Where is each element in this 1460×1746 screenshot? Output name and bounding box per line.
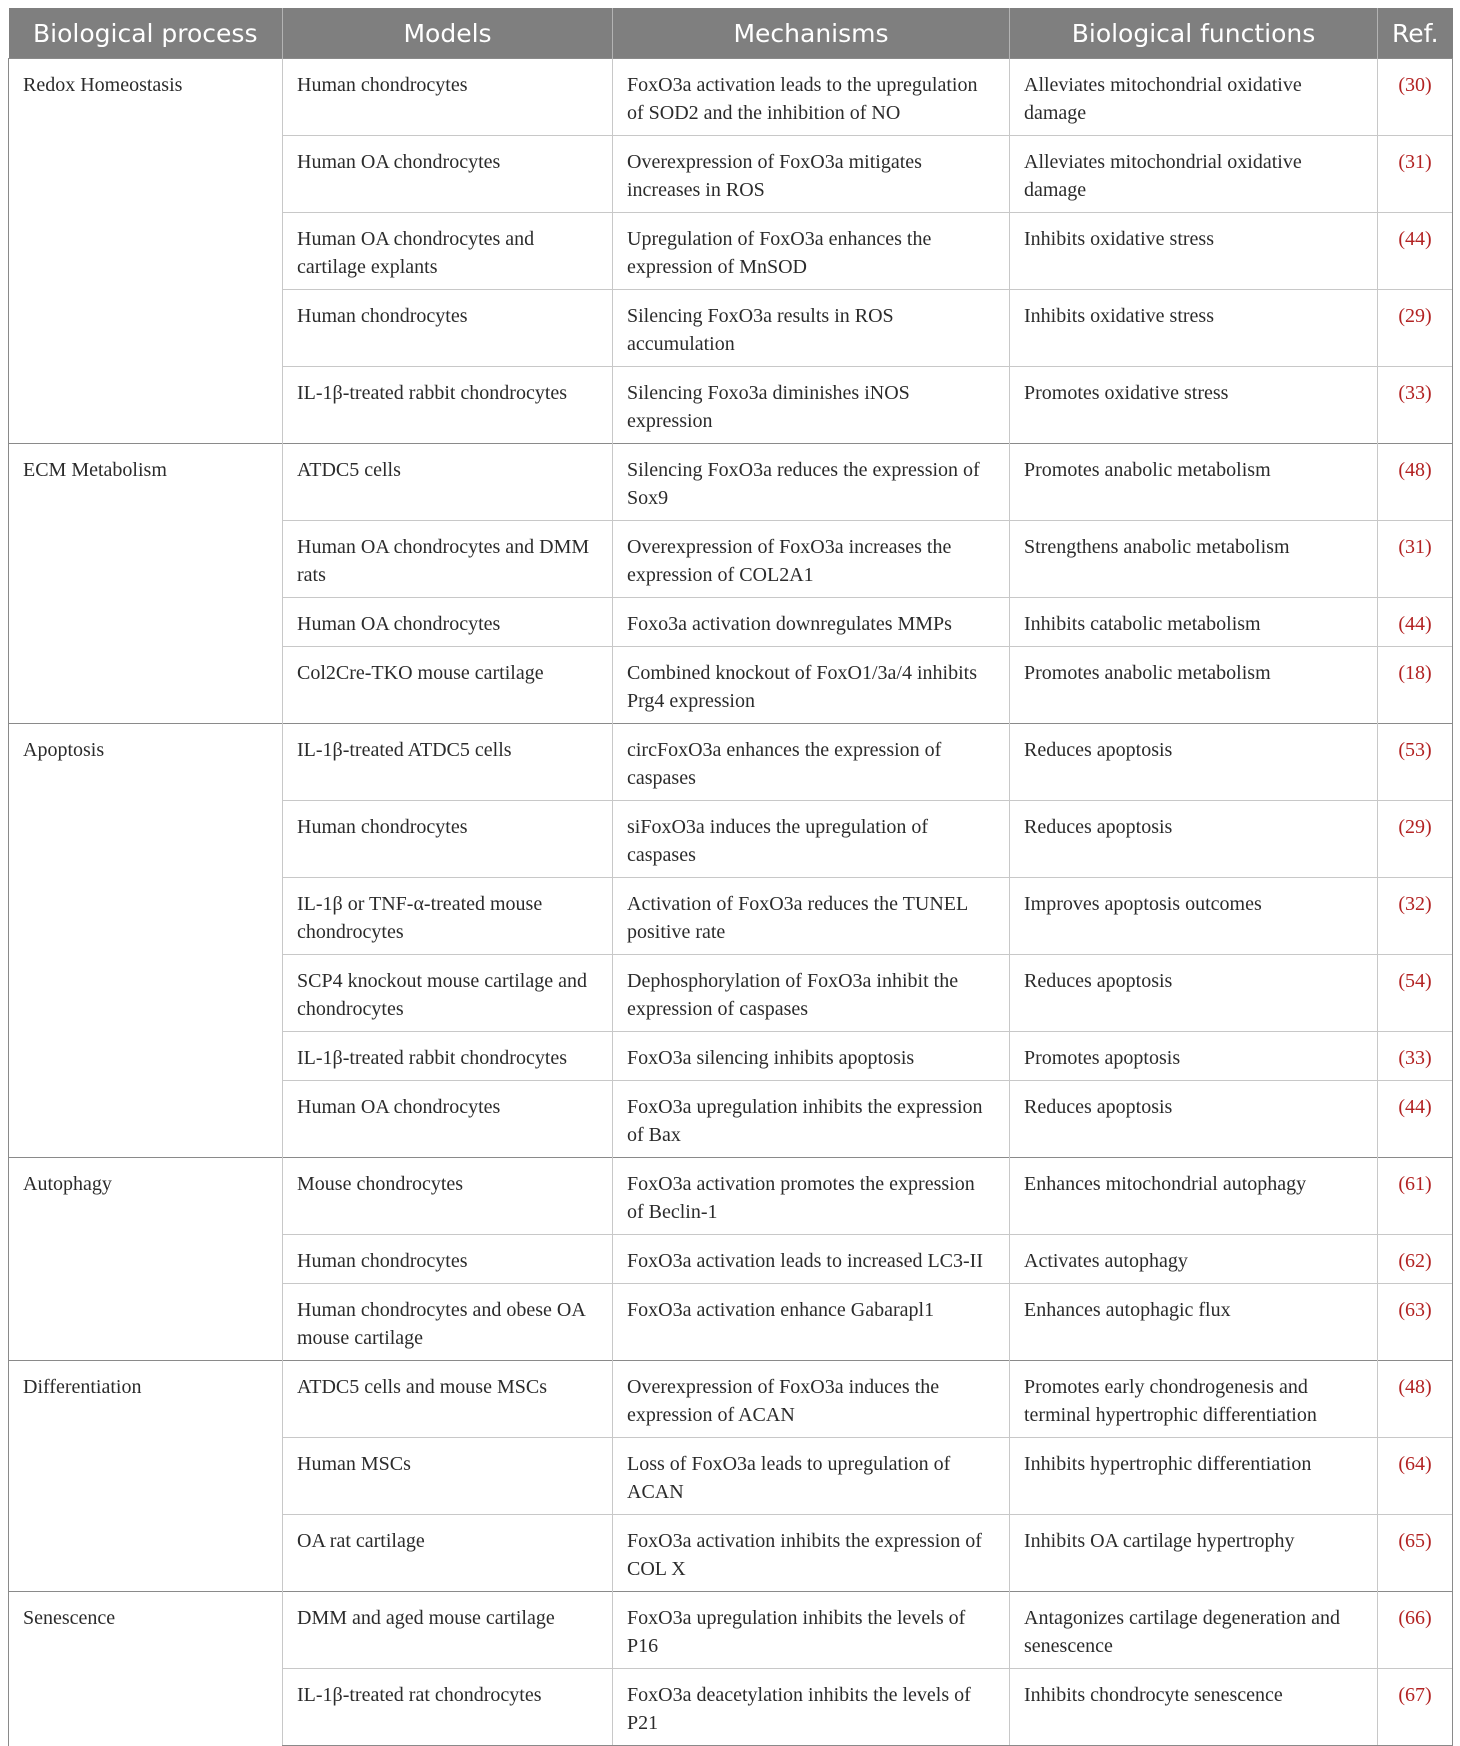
ref-link[interactable]: (29) <box>1378 801 1453 878</box>
mechanism-cell: circFoxO3a enhances the expression of caspases <box>613 724 1010 801</box>
ref-link[interactable]: (61) <box>1378 1158 1453 1235</box>
mechanism-cell: siFoxO3a induces the upregulation of caspases <box>613 801 1010 878</box>
mechanism-cell: Activation of FoxO3a reduces the TUNEL positive rate <box>613 878 1010 955</box>
mechanism-cell: Silencing FoxO3a results in ROS accumulation <box>613 290 1010 367</box>
function-cell: Promotes early chondrogenesis and terminal hypertrophic differentiation <box>1010 1361 1378 1438</box>
ref-link[interactable]: (64) <box>1378 1438 1453 1515</box>
ref-link[interactable]: (31) <box>1378 521 1453 598</box>
ref-link[interactable]: (67) <box>1378 1669 1453 1746</box>
model-cell: OA rat cartilage <box>283 1515 613 1592</box>
function-cell: Promotes anabolic metabolism <box>1010 647 1378 724</box>
function-cell: Enhances autophagic flux <box>1010 1284 1378 1361</box>
ref-link[interactable]: (54) <box>1378 955 1453 1032</box>
model-cell: IL-1β-treated ATDC5 cells <box>283 724 613 801</box>
mechanism-cell: Overexpression of FoxO3a induces the expression of ACAN <box>613 1361 1010 1438</box>
mechanism-cell: Silencing Foxo3a diminishes iNOS expression <box>613 367 1010 444</box>
mechanism-cell: FoxO3a activation promotes the expression of Beclin-1 <box>613 1158 1010 1235</box>
mechanism-cell: FoxO3a deacetylation inhibits the levels of P21 <box>613 1669 1010 1746</box>
mechanism-cell: Foxo3a activation downregulates MMPs <box>613 598 1010 647</box>
table-row <box>9 444 1453 521</box>
function-cell: Reduces apoptosis <box>1010 801 1378 878</box>
ref-link[interactable]: (48) <box>1378 1361 1453 1438</box>
process-cell: Differentiation <box>9 1361 283 1592</box>
model-cell: IL-1β-treated rabbit chondrocytes <box>283 367 613 444</box>
ref-link[interactable]: (32) <box>1378 878 1453 955</box>
header-biological-functions: Biological functions <box>1010 8 1378 59</box>
function-cell: Promotes oxidative stress <box>1010 367 1378 444</box>
model-cell: ATDC5 cells and mouse MSCs <box>283 1361 613 1438</box>
table-row <box>9 724 1453 801</box>
model-cell: DMM and aged mouse cartilage <box>283 1592 613 1669</box>
function-cell: Activates autophagy <box>1010 1235 1378 1284</box>
ref-link[interactable]: (30) <box>1378 59 1453 136</box>
mechanism-cell: Dephosphorylation of FoxO3a inhibit the expression of caspases <box>613 955 1010 1032</box>
mechanism-cell: FoxO3a silencing inhibits apoptosis <box>613 1032 1010 1081</box>
ref-link[interactable]: (63) <box>1378 1284 1453 1361</box>
model-cell: IL-1β-treated rabbit chondrocytes <box>283 1032 613 1081</box>
model-cell: Human OA chondrocytes and DMM rats <box>283 521 613 598</box>
ref-link[interactable]: (44) <box>1378 1081 1453 1158</box>
function-cell: Inhibits catabolic metabolism <box>1010 598 1378 647</box>
ref-link[interactable]: (65) <box>1378 1515 1453 1592</box>
ref-link[interactable]: (53) <box>1378 724 1453 801</box>
model-cell: Human OA chondrocytes <box>283 136 613 213</box>
mechanism-cell: Silencing FoxO3a reduces the expression of Sox9 <box>613 444 1010 521</box>
mechanism-cell: FoxO3a upregulation inhibits the levels of P16 <box>613 1592 1010 1669</box>
model-cell: ATDC5 cells <box>283 444 613 521</box>
function-cell: Improves apoptosis outcomes <box>1010 878 1378 955</box>
model-cell: Human chondrocytes <box>283 290 613 367</box>
function-cell: Inhibits hypertrophic differentiation <box>1010 1438 1378 1515</box>
table-row <box>9 59 1453 136</box>
function-cell: Enhances mitochondrial autophagy <box>1010 1158 1378 1235</box>
mechanism-cell: FoxO3a activation enhance Gabarapl1 <box>613 1284 1010 1361</box>
mechanism-cell: Overexpression of FoxO3a increases the expression of COL2A1 <box>613 521 1010 598</box>
process-cell: Autophagy <box>9 1158 283 1361</box>
ref-link[interactable]: (33) <box>1378 367 1453 444</box>
model-cell: Human OA chondrocytes and cartilage explants <box>283 213 613 290</box>
function-cell: Reduces apoptosis <box>1010 724 1378 801</box>
table-row <box>9 1361 1453 1438</box>
function-cell: Inhibits oxidative stress <box>1010 213 1378 290</box>
model-cell: Human OA chondrocytes <box>283 1081 613 1158</box>
ref-link[interactable]: (18) <box>1378 647 1453 724</box>
ref-link[interactable]: (44) <box>1378 598 1453 647</box>
table-container <box>8 8 1452 1746</box>
ref-link[interactable]: (33) <box>1378 1032 1453 1081</box>
function-cell: Reduces apoptosis <box>1010 955 1378 1032</box>
ref-link[interactable]: (31) <box>1378 136 1453 213</box>
function-cell: Antagonizes cartilage degeneration and senescence <box>1010 1592 1378 1669</box>
model-cell: Human MSCs <box>283 1438 613 1515</box>
function-cell: Promotes anabolic metabolism <box>1010 444 1378 521</box>
process-cell: Redox Homeostasis <box>9 59 283 444</box>
ref-link[interactable]: (66) <box>1378 1592 1453 1669</box>
header-biological-process: Biological process <box>9 8 283 59</box>
model-cell: Human OA chondrocytes <box>283 598 613 647</box>
function-cell: Inhibits chondrocyte senescence <box>1010 1669 1378 1746</box>
header-mechanisms: Mechanisms <box>613 8 1010 59</box>
mechanism-cell: Upregulation of FoxO3a enhances the expression of MnSOD <box>613 213 1010 290</box>
model-cell: SCP4 knockout mouse cartilage and chondrocytes <box>283 955 613 1032</box>
function-cell: Alleviates mitochondrial oxidative damage <box>1010 136 1378 213</box>
mechanism-cell: FoxO3a activation leads to the upregulation of SOD2 and the inhibition of NO <box>613 59 1010 136</box>
function-cell: Reduces apoptosis <box>1010 1081 1378 1158</box>
mechanism-cell: Overexpression of FoxO3a mitigates increases in ROS <box>613 136 1010 213</box>
model-cell: IL-1β-treated rat chondrocytes <box>283 1669 613 1746</box>
model-cell: Col2Cre-TKO mouse cartilage <box>283 647 613 724</box>
foxo3a-functions-table <box>8 8 1453 1746</box>
header-ref: Ref. <box>1378 8 1453 59</box>
function-cell: Alleviates mitochondrial oxidative damage <box>1010 59 1378 136</box>
table-row <box>9 1158 1453 1235</box>
function-cell: Promotes apoptosis <box>1010 1032 1378 1081</box>
ref-link[interactable]: (44) <box>1378 213 1453 290</box>
ref-link[interactable]: (62) <box>1378 1235 1453 1284</box>
header-row <box>9 8 1453 59</box>
model-cell: Human chondrocytes <box>283 1235 613 1284</box>
mechanism-cell: Loss of FoxO3a leads to upregulation of ACAN <box>613 1438 1010 1515</box>
model-cell: IL-1β or TNF-α-treated mouse chondrocytes <box>283 878 613 955</box>
model-cell: Human chondrocytes <box>283 59 613 136</box>
process-cell: Apoptosis <box>9 724 283 1158</box>
model-cell: Human chondrocytes <box>283 801 613 878</box>
ref-link[interactable]: (48) <box>1378 444 1453 521</box>
mechanism-cell: Combined knockout of FoxO1/3a/4 inhibits Prg4 expression <box>613 647 1010 724</box>
function-cell: Inhibits oxidative stress <box>1010 290 1378 367</box>
mechanism-cell: FoxO3a activation inhibits the expression of COL X <box>613 1515 1010 1592</box>
header-models: Models <box>283 8 613 59</box>
process-cell: Senescence <box>9 1592 283 1746</box>
ref-link[interactable]: (29) <box>1378 290 1453 367</box>
process-cell: ECM Metabolism <box>9 444 283 724</box>
model-cell: Mouse chondrocytes <box>283 1158 613 1235</box>
function-cell: Strengthens anabolic metabolism <box>1010 521 1378 598</box>
function-cell: Inhibits OA cartilage hypertrophy <box>1010 1515 1378 1592</box>
table-row <box>9 1592 1453 1669</box>
model-cell: Human chondrocytes and obese OA mouse cartilage <box>283 1284 613 1361</box>
mechanism-cell: FoxO3a upregulation inhibits the expression of Bax <box>613 1081 1010 1158</box>
mechanism-cell: FoxO3a activation leads to increased LC3-II <box>613 1235 1010 1284</box>
